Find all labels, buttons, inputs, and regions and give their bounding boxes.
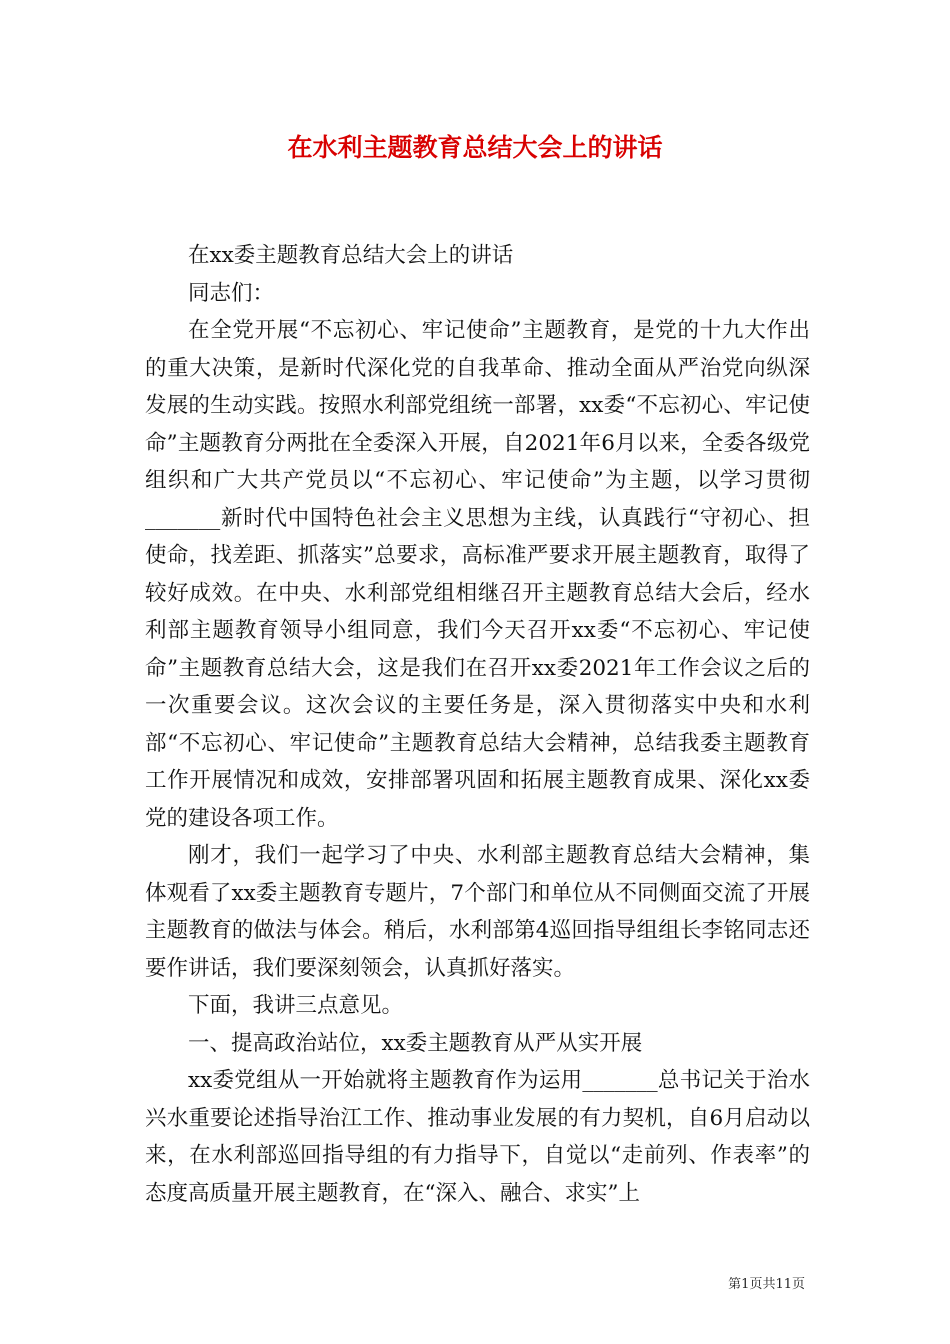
speech-heading-line: 在xx委主题教育总结大会上的讲话 <box>188 243 514 268</box>
paragraph-section-one: xx委党组从一开始就将主题教育作为运用_______总书记关于治水兴水重要论述指导治江工作、推动事业发展的有力契机，自6月启动以来，在水利部巡回指导组的有力指导下，自觉以“走前列、作表率”的态度高质量开展主题教育，在“深入、融合、求实”上 <box>145 1068 810 1206</box>
page-number: 第1页共11页 <box>728 1277 805 1292</box>
document-title: 在水利主题教育总结大会上的讲话 <box>287 133 663 162</box>
paragraph-intro: 在全党开展“不忘初心、牢记使命”主题教育，是党的十九大作出的重大决策，是新时代深化党的自我革命、推动全面从严治党向纵深发展的生动实践。按照水利部党组统一部署，xx委“不忘初心、牢记使命”主题教育分两批在全委深入开展，自2021年6月以来，全委各级党组织和广大共产党员以“不忘初心、牢记使命”为主题，以学习贯彻_______新时代中国特色社会主义思想为主线，认真践行“守初心、担使命，找差距、抓落实”总要求，高标准严要求开展主题教育，取得了较好成效。在中央、水利部党组相继召开主题教育总结大会后，经水利部主题教育领导小组同意，我们今天召开xx委“不忘初心、牢记使命”主题教育总结大会，这是我们在召开xx委2021年工作会议之后的一次重要会议。这次会议的主要任务是，深入贯彻落实中央和水利部“不忘初心、牢记使命”主题教育总结大会精神，总结我委主题教育工作开展情况和成效，安排部署巩固和拓展主题教育成果、深化xx委党的建设各项工作。 <box>145 318 810 831</box>
paragraph-three-points: 下面，我讲三点意见。 <box>188 993 404 1018</box>
section-heading-one: 一、提高政治站位，xx委主题教育从严从实开展 <box>188 1030 643 1056</box>
salutation: 同志们： <box>188 280 275 306</box>
document-body <box>145 237 810 1212</box>
paragraph-meeting-summary: 刚才，我们一起学习了中央、水利部主题教育总结大会精神，集体观看了xx委主题教育专题片，7个部门和单位从不同侧面交流了开展主题教育的做法与体会。稍后，水利部第4巡回指导组组长李铭同志还要作讲话，我们要深刻领会，认真抓好落实。 <box>145 843 810 981</box>
